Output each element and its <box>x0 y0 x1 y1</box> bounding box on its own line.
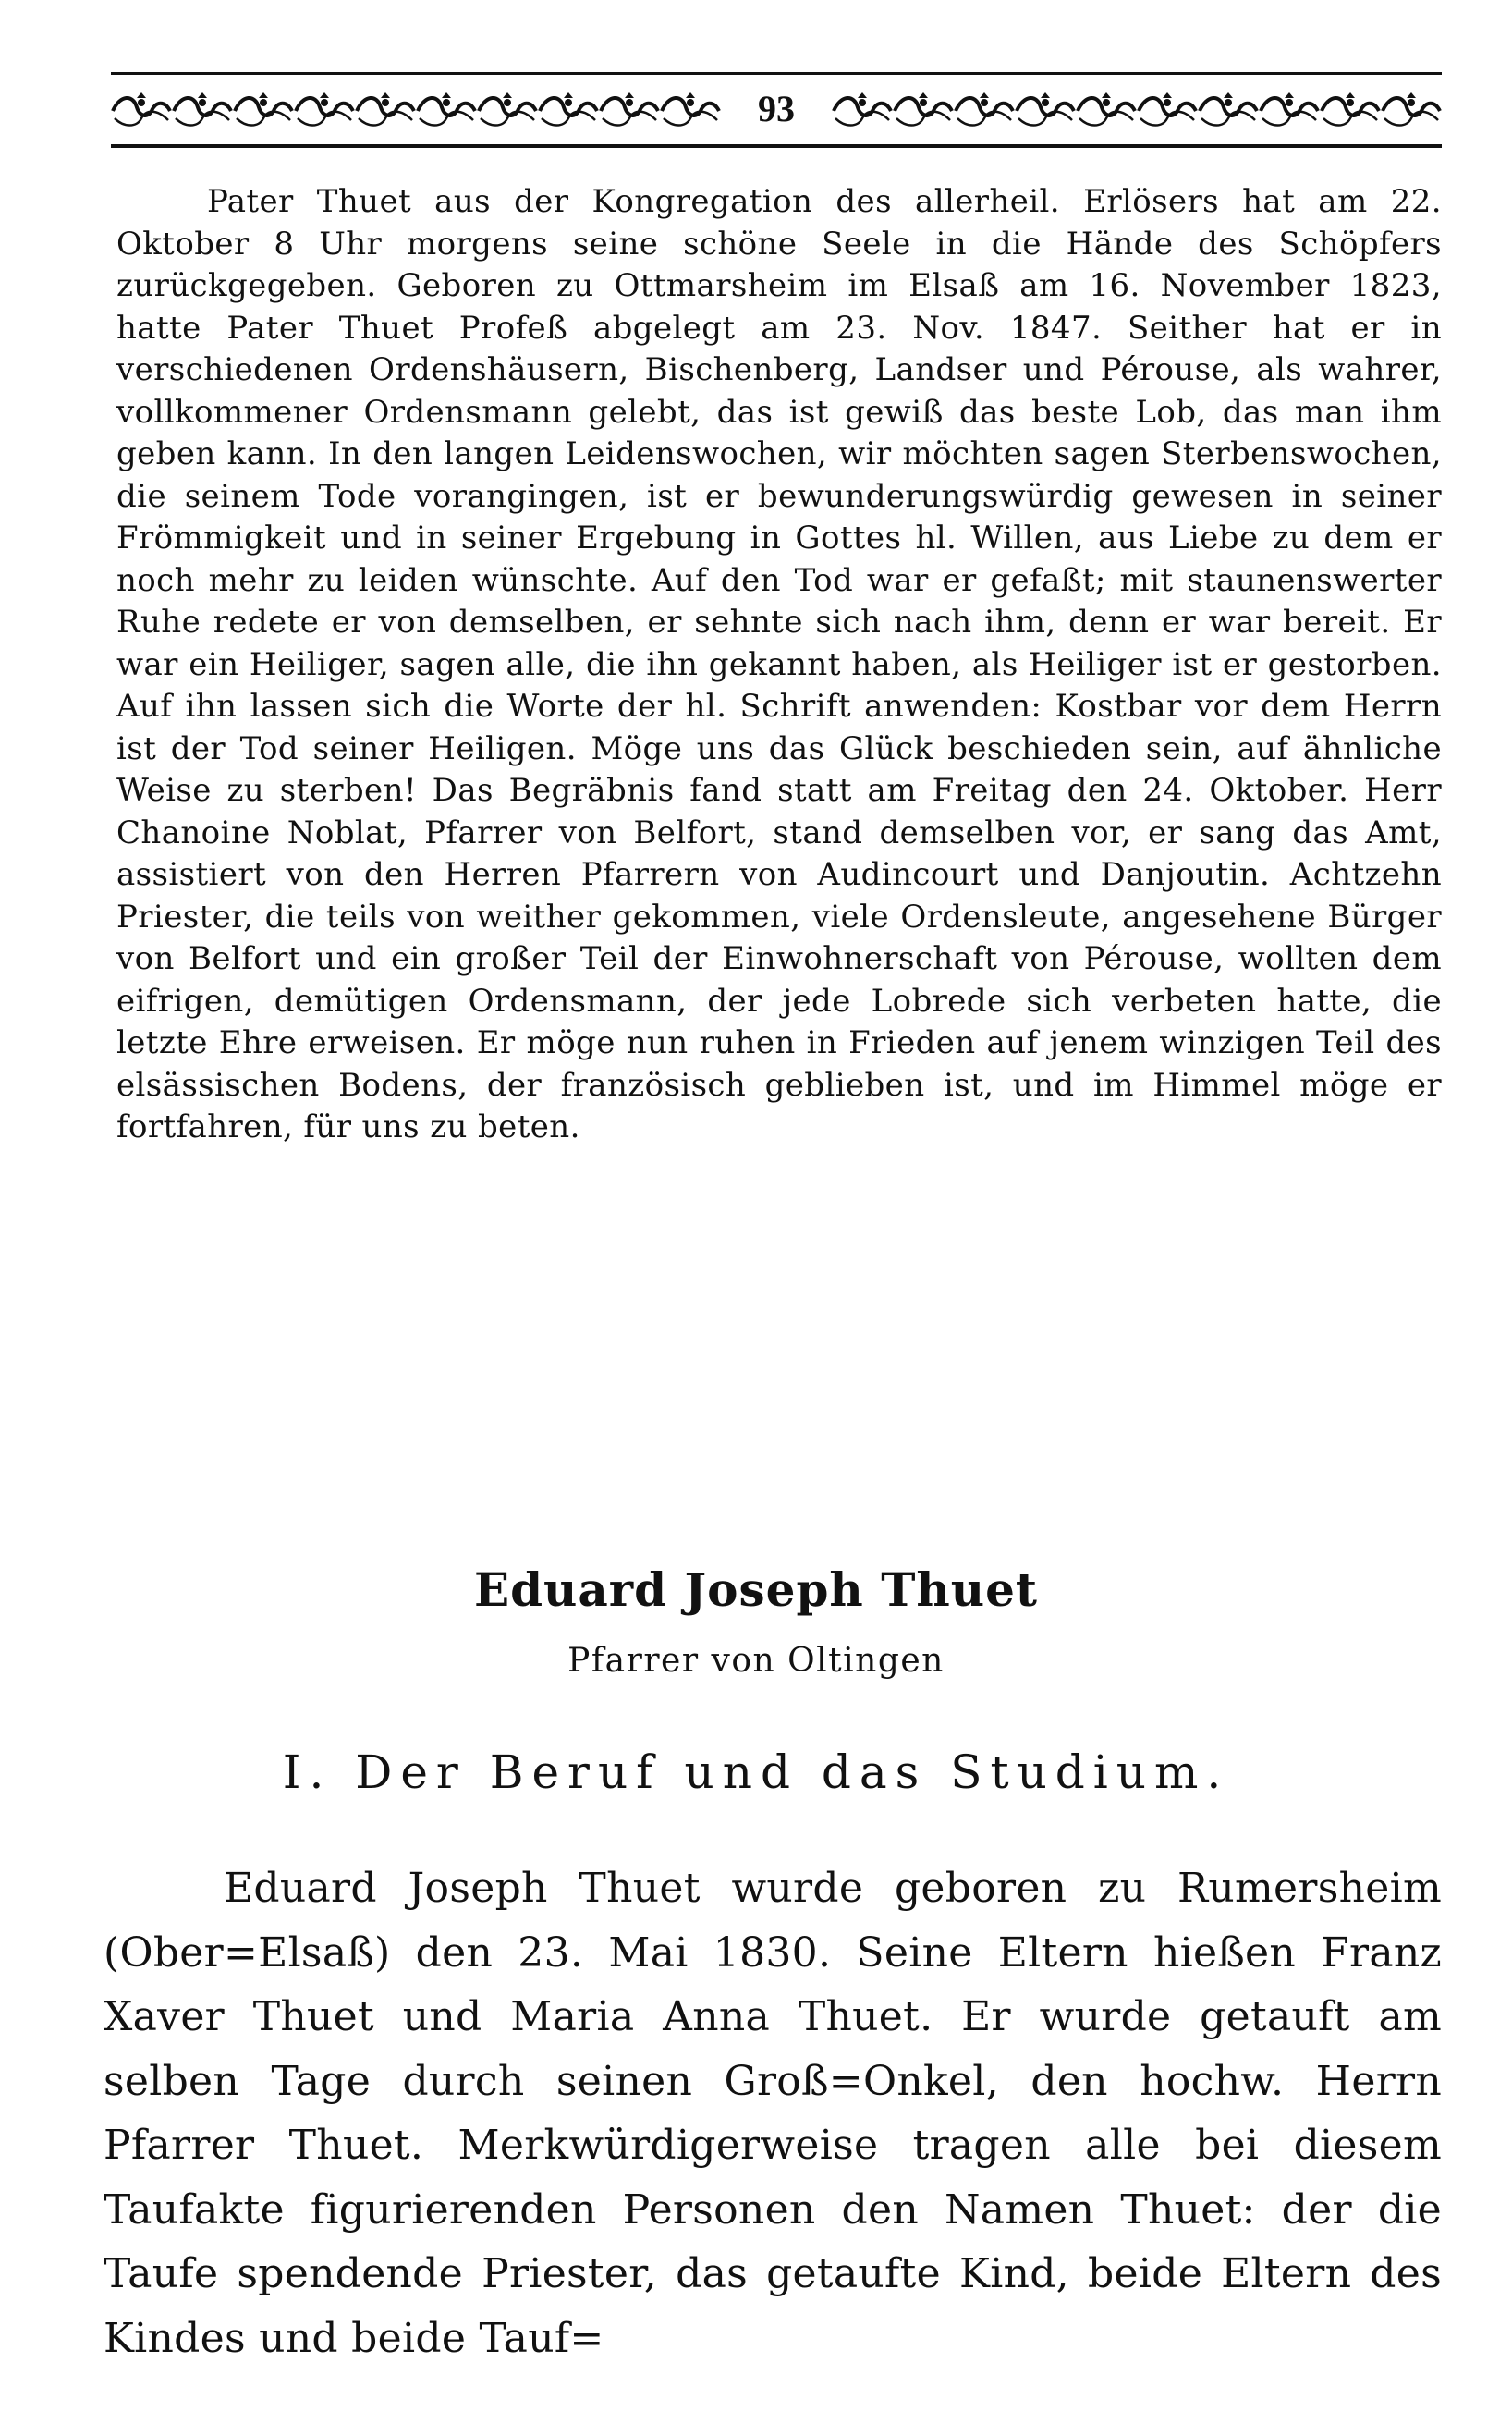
article-title: Eduard Joseph Thuet <box>473 1562 1039 1617</box>
page-header <box>111 72 1442 155</box>
section-heading: I. Der Beruf und das Studium. <box>282 1745 1230 1799</box>
page-number: 93 <box>758 88 795 129</box>
ornament-right-border <box>832 91 1442 131</box>
article-paragraph: Eduard Joseph Thuet wurde geboren zu Rumersheim (Ober=Elsaß) den 23. Mai 1830. Seine Eltern hießen Franz Xaver Thuet und Maria Anna Thuet. Er wurde getauft am selben Tage durch seinen Groß=Onkel, den hochw. Herrn Pfarrer Thuet. Merkwürdigerweise tragen alle bei diesem Taufakte figurierenden Personen den Namen Thuet: der die Taufe spendende Priester, das getaufte Kind, beide Eltern des Kindes und beide Tauf= <box>104 1865 1442 2362</box>
header-bottom-rule <box>111 144 1442 148</box>
obituary-paragraph: Pater Thuet aus der Kongregation des allerheil. Erlösers hat am 22. Oktober 8 Uhr morgens seine schöne Seele in die Hände des Schöpfers zurückgegeben. Geboren zu Ottmarsheim im Elsaß am 16. November 1823, hatte Pater Thuet Profeß abgelegt am 23. Nov. 1847. Seither hat er in verschiedenen Ordenshäusern, Bischenberg, Landser und Pérouse, als wahrer, vollkommener Ordensmann gelebt, das ist gewiß das beste Lob, das man ihm geben kann. In den langen Leidenswochen, wir möchten sagen Sterbenswochen, die seinem Tode vorangingen, ist er bewunderungswürdig gewesen in seiner Frömmigkeit und in seiner Ergebung in Gottes hl. Willen, aus Liebe zu dem er noch mehr zu leiden wünschte. Auf den Tod war er gefaßt; mit staunenswerter Ruhe redete er von demselben, er sehnte sich nach ihm, denn er war bereit. Er war ein Heiliger, sagen alle, die ihn gekannt haben, als Heiliger ist er gestorben. Auf ihn lassen sich die Worte der hl. Schrift anwenden: Kostbar vor dem Herrn ist der Tod seiner Heiligen. Möge uns das Glück beschieden sein, auf ähnliche Weise zu sterben! Das Begräbnis fand statt am Freitag den 24. Oktober. Herr Chanoine Noblat, Pfarrer von Belfort, stand demselben vor, er sang das Amt, assistiert von den Herren Pfarrern von Audincourt und Danjoutin. Achtzehn Priester, die teils von weither gekommen, viele Ordensleute, angesehene Bürger von Belfort und ein großer Teil der Einwohnerschaft von Pérouse, wollten dem eifrigen, demütigen Ordensmann, der jede Lobrede sich verbeten hatte, die letzte Ehre erweisen. Er möge nun ruhen in Frieden auf jenem winzigen Teil des elsässischen Bodens, der französisch geblieben ist, und im Himmel möge er fortfahren, für uns zu beten. <box>116 183 1442 1145</box>
header-top-rule <box>111 72 1442 75</box>
article-subtitle: Pfarrer von Oltingen <box>567 1642 945 1680</box>
